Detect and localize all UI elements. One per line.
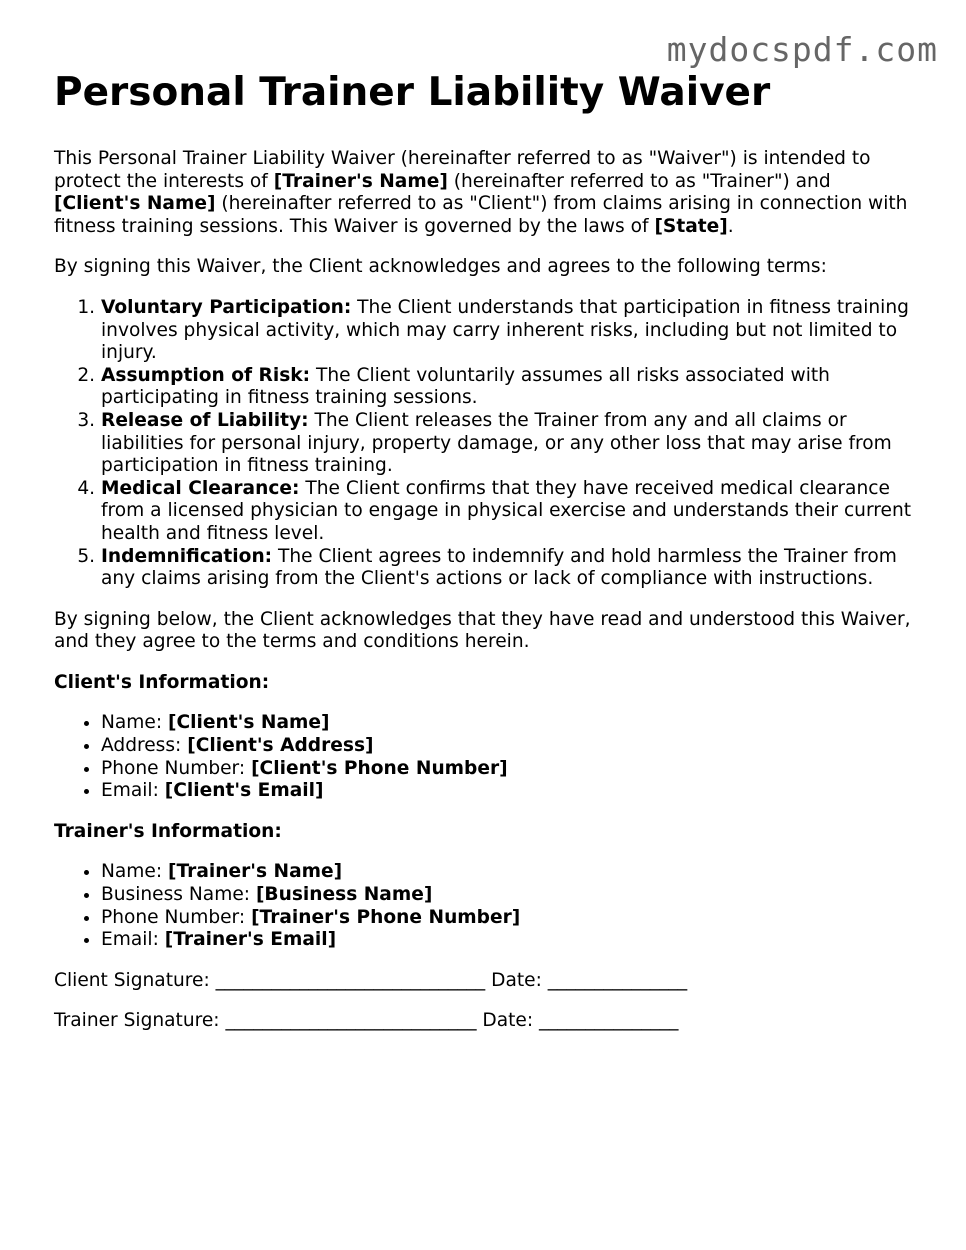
info-value: [Client's Name]: [168, 712, 330, 734]
acknowledge-paragraph: By signing this Waiver, the Client acknowledges and agrees to the following terms:: [54, 256, 827, 278]
client-info-item: [101, 712, 920, 735]
client-info-item: [101, 758, 920, 781]
intro-text-2: (hereinafter referred to as "Trainer") and: [447, 170, 831, 192]
term-title: Indemnification:: [101, 545, 273, 567]
info-label: Name:: [101, 712, 169, 734]
document-page: [54, 70, 920, 1051]
term-item: [101, 365, 920, 410]
term-item: [101, 546, 920, 591]
info-label: Email:: [101, 929, 165, 951]
info-label: Email:: [101, 780, 165, 802]
term-title: Release of Liability:: [101, 409, 309, 431]
trainer-info-item: [101, 929, 920, 952]
trainer-name-placeholder: [Trainer's Name]: [273, 170, 448, 192]
info-value: [Client's Phone Number]: [251, 757, 508, 779]
term-title: Voluntary Participation:: [101, 296, 352, 318]
term-text: The Client voluntarily assumes all risks associated with participating in fitness training sessions.: [101, 364, 830, 409]
client-info-heading: Client's Information:: [54, 671, 270, 693]
closing-paragraph: By signing below, the Client acknowledges that they have read and understood this Waiver, and they agree to the terms and conditions herein.: [54, 608, 911, 653]
document-title: Personal Trainer Liability Waiver: [54, 70, 771, 115]
term-item: [101, 410, 920, 478]
client-info-list: [54, 712, 920, 802]
term-text: The Client agrees to indemnify and hold harmless the Trainer from any claims arising from the Client's actions or lack of compliance with instructions.: [101, 545, 897, 590]
info-label: Name:: [101, 861, 169, 883]
term-item: [101, 478, 920, 546]
info-value: [Trainer's Email]: [164, 929, 337, 951]
intro-paragraph: [54, 148, 920, 238]
intro-text-3: (hereinafter referred to as "Client") from claims arising in connection with fitness training sessions. This Waiver is governed by the laws of: [54, 193, 908, 237]
trainer-info-list: [54, 861, 920, 951]
trainer-info-heading: Trainer's Information:: [54, 820, 282, 842]
info-label: Address:: [101, 735, 188, 757]
client-name-placeholder: [Client's Name]: [54, 193, 216, 215]
info-value: [Trainer's Name]: [168, 861, 343, 883]
term-text: The Client confirms that they have received medical clearance from a licensed physician to engage in physical exercise and understands their current health and fitness level.: [101, 477, 912, 544]
trainer-signature-line: Trainer Signature: ___________________________ Date: _______________: [54, 1010, 679, 1032]
info-label: Phone Number:: [101, 757, 252, 779]
term-title: Assumption of Risk:: [101, 364, 311, 386]
info-label: Phone Number:: [101, 906, 252, 928]
term-text: The Client releases the Trainer from any and all claims or liabilities for personal injury, property damage, or any other loss that may arise from participation in fitness training.: [101, 409, 892, 477]
client-info-item: [101, 780, 920, 803]
client-info-item: [101, 735, 920, 758]
term-text: The Client understands that participation in fitness training involves physical activity, which may carry inherent risks, including but not limited to injury.: [101, 296, 909, 364]
trainer-info-item: [101, 907, 920, 930]
trainer-info-item: [101, 884, 920, 907]
info-value: [Business Name]: [255, 884, 433, 906]
terms-list: [54, 297, 920, 591]
info-value: [Client's Email]: [164, 780, 324, 802]
client-signature-line: Client Signature: _____________________________ Date: _______________: [54, 969, 688, 991]
intro-text-1: This Personal Trainer Liability Waiver (hereinafter referred to as "Waiver") is intended to protect the interests of: [54, 148, 871, 192]
trainer-info-item: [101, 861, 920, 884]
term-title: Medical Clearance:: [101, 477, 300, 499]
intro-text-4: .: [727, 215, 734, 237]
info-value: [Client's Address]: [187, 735, 374, 757]
info-label: Business Name:: [101, 884, 256, 906]
watermark-logo: mydocspdf.com: [666, 30, 938, 69]
term-item: [101, 297, 920, 365]
state-placeholder: [State]: [654, 215, 728, 237]
info-value: [Trainer's Phone Number]: [251, 906, 521, 928]
